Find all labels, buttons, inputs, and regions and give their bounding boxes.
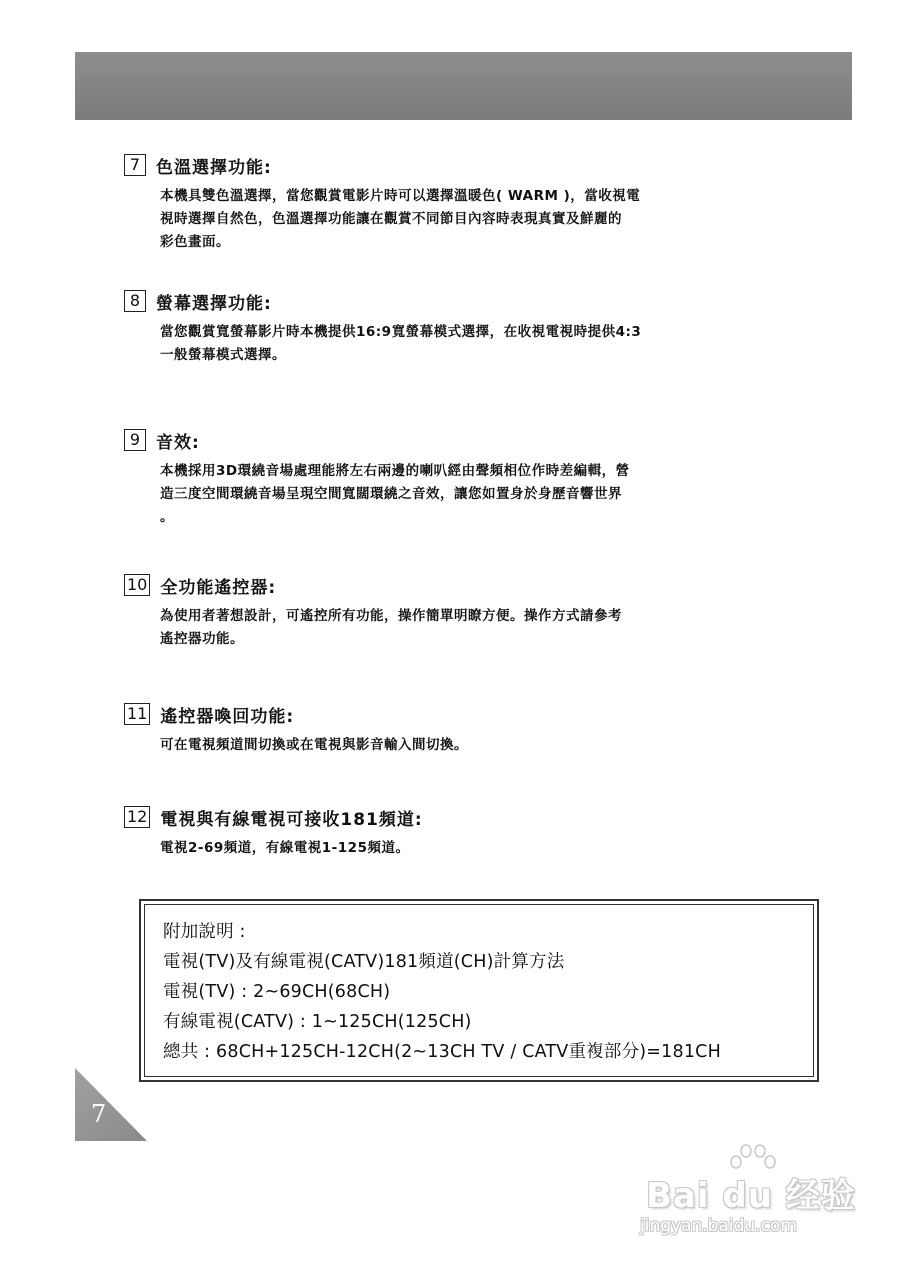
section-body: 電視2-69頻道，有線電視1-125頻道。 [160, 840, 410, 856]
section-body: 可在電視頻道間切換或在電視與影音輸入間切換。 [160, 737, 468, 753]
watermark-url: jingyan.baidu.com [640, 1216, 797, 1236]
additional-notes-box [139, 899, 819, 1082]
page-corner-decoration [75, 1068, 147, 1141]
section-number: 10 [124, 574, 150, 596]
section-recall [124, 702, 824, 757]
note-line: 電視(TV) : 2~69CH(68CH) [163, 982, 391, 1002]
section-body: 當您觀賞寬螢幕影片時本機提供16:9寬螢幕模式選擇，在收視電視時提供4:3 一般螢幕模式選擇。 [160, 324, 642, 363]
section-screen-mode [124, 289, 824, 367]
section-color-temperature [124, 153, 824, 254]
section-number: 9 [124, 429, 146, 451]
header-bar [75, 52, 852, 120]
note-line: 有線電視(CATV) : 1~125CH(125CH) [163, 1012, 472, 1032]
section-title: 螢幕選擇功能: [156, 293, 272, 314]
section-number: 8 [124, 290, 146, 312]
note-heading: 附加說明 : [163, 922, 246, 942]
page-number: 7 [91, 1100, 107, 1128]
baidu-watermark [636, 1142, 866, 1252]
section-remote-control [124, 573, 824, 651]
section-channels [124, 805, 824, 860]
section-title: 音效: [156, 432, 200, 453]
section-sound-effect [124, 428, 824, 529]
section-body: 本機採用3D環繞音場處理能將左右兩邊的喇叭經由聲頻相位作時差編輯，營 造三度空間環繞音場呈現空間寬闊環繞之音效，讓您如置身於身歷音響世界 。 [160, 463, 630, 525]
note-line: 總共 : 68CH+125CH-12CH(2~13CH TV / CATV重複部分)=181CH [163, 1042, 721, 1062]
section-title: 電視與有線電視可接收181頻道: [160, 809, 423, 830]
watermark-logo: Bai du 经验 [646, 1176, 856, 1216]
section-body: 為使用者著想設計，可遙控所有功能，操作簡單明瞭方便。操作方式請參考 遙控器功能。 [160, 608, 622, 647]
section-title: 色溫選擇功能: [156, 157, 272, 178]
section-body: 本機具雙色溫選擇，當您觀賞電影片時可以選擇溫暖色( WARM )，當收視電 視時選擇自然色，色溫選擇功能讓在觀賞不同節目內容時表現真實及鮮麗的 彩色畫面。 [160, 188, 641, 250]
section-number: 7 [124, 154, 146, 176]
section-number: 12 [124, 806, 150, 828]
note-line: 電視(TV)及有線電視(CATV)181頻道(CH)計算方法 [163, 952, 565, 972]
section-title: 遙控器喚回功能: [160, 706, 295, 727]
section-number: 11 [124, 703, 150, 725]
section-title: 全功能遙控器: [160, 577, 277, 598]
